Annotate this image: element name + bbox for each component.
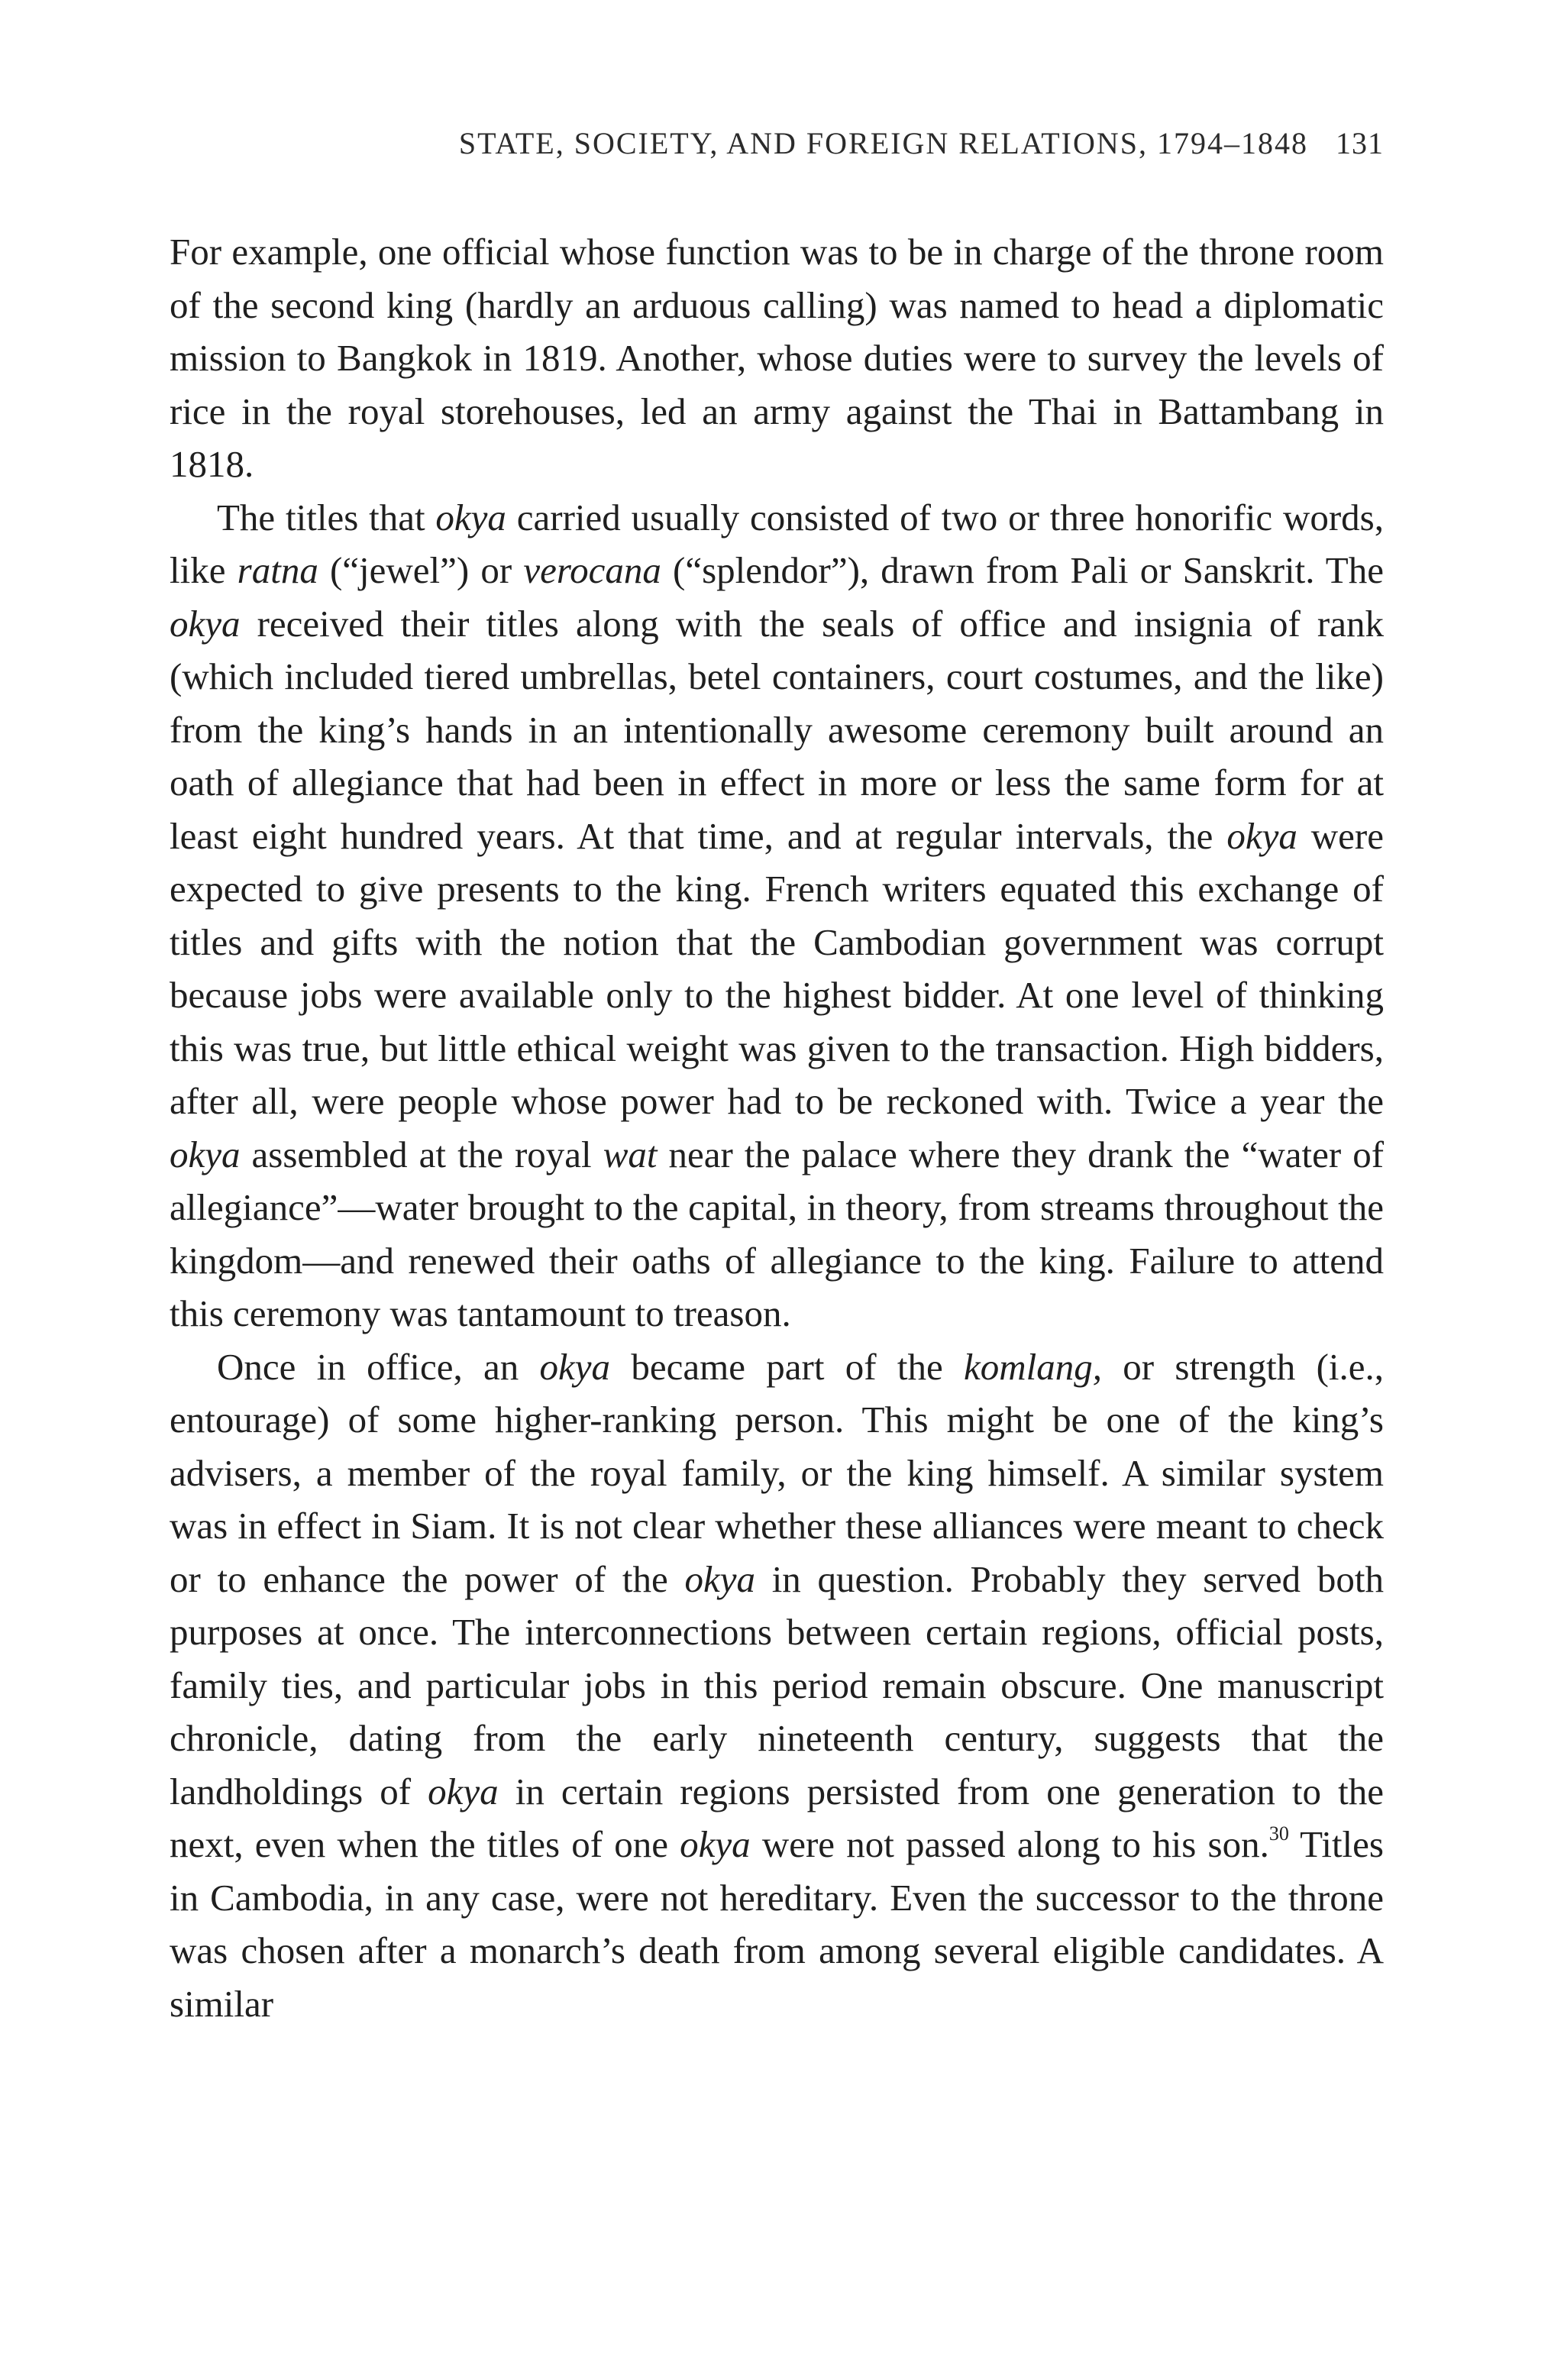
text-run: Titles in Cambodia, in any case, were not hereditary. Even the successor to the throne was chosen after a monarch’s death from among several eligible candidates. A similar [170,1823,1384,2025]
paragraph-1-text: For example, one official whose function was to be in charge of the throne room of the second king (hardly an arduous calling) was named to head a diplomatic mission to Bangkok in 1819. Another, whose duties were to survey the levels of rice in the royal storehouses, led an army against the Thai in Battambang in 1818. [170,231,1384,485]
text-run: assembled at the royal [240,1133,603,1175]
footnote-reference: 30 [1268,1822,1289,1845]
italic-term: ratna [237,549,318,591]
page-number: 131 [1336,126,1384,160]
italic-term: okya [435,496,506,538]
text-run: (“splendor”), drawn from Pali or Sanskrit. The [661,549,1384,591]
text-run: received their titles along with the seals of office and insignia of rank (which included tiered umbrellas, betel containers, court costumes, and the like) from the king’s hands in an intentionally awesome ceremony built around an oath of allegiance that had been in effect in more or less the same form for at least eight hundred years. At that time, and at regular intervals, the [170,602,1384,857]
text-run: in certain regions persisted from one generation to the next, even when the titles of one [170,1770,1384,1865]
text-run: Once in office, an [217,1345,540,1388]
text-run: in question. Probably they served both purposes at once. The interconnections between certain regions, official posts, family ties, and particular jobs in this period remain obscure. One manuscript chronicle, dating from the early nineteenth century, suggests that the landholdings of [170,1557,1384,1812]
text-run: near the palace where they drank the “water of allegiance”—water brought to the capital, in theory, from streams throughout the kingdom—and renewed their oaths of allegiance to the king. Failure to attend this ceremony was tantamount to treason. [170,1133,1385,1334]
text-run: became part of the [610,1345,964,1388]
paragraph-3 [170,1340,1384,2031]
text-run: were expected to give presents to the king. French writers equated this exchange of titles and gifts with the notion that the Cambodian government was corrupt because jobs were available only to the highest bidder. At one level of thinking this was true, but little ethical weight was given to the transaction. High bidders, after all, were people whose power had to be reckoned with. Twice a year the [170,814,1384,1122]
book-page [170,125,1384,2030]
text-run: (“jewel”) or [318,549,524,591]
text-run: The titles that [217,496,436,538]
text-run: carried usually consisted of two or three honorific words, like [170,496,1384,591]
italic-term: okya [170,1133,241,1175]
italic-term: okya [684,1557,755,1600]
italic-term: komlang, [964,1345,1102,1388]
italic-term: wat [603,1133,658,1175]
italic-term: okya [680,1823,751,1865]
running-title: STATE, SOCIETY, AND FOREIGN RELATIONS, 1794–1848 [458,126,1308,160]
text-run: were not passed along to his son. [750,1823,1269,1865]
italic-term: okya [428,1770,499,1812]
paragraph-1 [170,225,1384,491]
paragraph-2 [170,491,1384,1340]
italic-term: okya [170,602,241,645]
italic-term: okya [539,1345,611,1388]
body-text [170,225,1384,2030]
running-head [170,125,1384,161]
italic-term: verocana [523,549,661,591]
text-run: or strength (i.e., entourage) of some higher-ranking person. This might be one of the king’s advisers, a member of the royal family, or the king himself. A similar system was in effect in Siam. It is not clear whether these alliances were meant to check or to enhance the power of the [170,1345,1384,1600]
italic-term: okya [1226,814,1297,857]
